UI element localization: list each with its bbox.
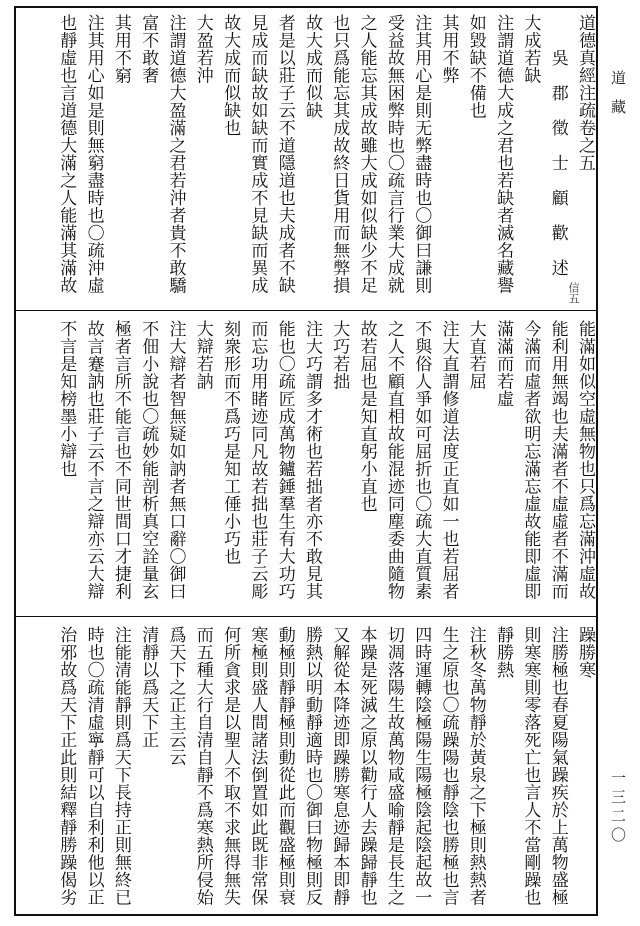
text-column: 故大成而似缺 [302,14,322,119]
text-column: 四時運轉陰極陽生陽極陰起陰起故一 [411,626,432,906]
text-column: 切凋落陽生故萬物咸盛喻靜是長生之 [383,626,404,906]
text-column: 者是以莊子云不道隱道也夫成者不缺 [274,14,295,294]
text-column: 注謂道德大盈滿之君若沖者貴不敢驕 [165,14,186,294]
text-column: 大辯若訥 [192,320,213,390]
text-column: 大盈若沖 [192,14,213,84]
text-column: 又解從本降迹即躁勝寒息迹歸本即靜 [329,626,350,906]
text-column: 注其用心是則无弊盡時也〇御曰謙則 [411,14,432,294]
text-column: 注能清能靜則爲天下長持正則無終已 [110,626,131,906]
leaf-label: 信五 [567,282,580,304]
text-column: 故若屈也是知直躬小直也 [356,320,377,513]
text-column: 其用不窮 [110,14,131,84]
text-column: 清靜以爲天下正 [138,626,159,749]
margin-title: 道藏 [609,70,627,128]
text-column: 大直若屈 [465,320,486,390]
text-column: 則寒寒則零落死亡也言人不當剛躁也 [520,626,541,906]
text-column: 何所貪求是以聖人不取不求無得無失 [220,626,241,906]
panel-divider [16,310,596,311]
text-column: 靜勝熱 [493,626,514,679]
text-column: 受益故無困弊時也〇疏言行業大成就 [383,14,404,294]
panel-divider [16,616,596,617]
text-column: 而忘功用睹迹同凡故若拙也莊子云彫 [247,320,268,600]
text-column: 時也〇疏清虛寧靜可以自利利他以正 [83,626,104,906]
text-column: 道德真經注疏卷之五 [575,14,595,172]
text-column: 滿滿而若虛 [493,320,514,408]
text-column: 不與俗人爭如可屈折也〇疏大直質素 [411,320,432,600]
text-column: 注大巧謂多才術也若拙者亦不敢見其 [302,320,322,600]
text-column: 大成若缺 [520,14,541,84]
text-column: 如毀缺不備也 [465,14,486,119]
text-column: 之人能忘其成故雖大成如似缺少不足 [356,14,377,294]
text-column: 見成而缺故如缺而實成不見缺而異成 [247,14,268,294]
text-column: 故大成而似缺也 [220,14,241,137]
text-column: 注秋冬萬物靜於黃泉之下極則熱熱者 [465,626,486,906]
text-column: 寒極則盛人間諸法倒置如此既非常保 [247,626,268,906]
text-column: 也只爲能忘其成故終日貨用而無弊損 [329,14,350,294]
text-column: 注勝極也春夏陽氣躁疾於上萬物盛極 [547,626,568,906]
text-column: 本躁是死滅之原以勸行人去躁歸靜也 [356,626,377,906]
text-column: 勝熱以明動靜適時也〇御曰物極則反 [302,626,322,906]
text-column: 注謂道德大成之君也若缺者滅名藏譽 [493,14,514,294]
text-column: 故言蹇訥也莊子云不言之辯亦云大辯 [83,320,104,600]
text-column: 不言是知榜墨小辯也 [56,320,77,478]
text-column: 富不敢奢 [138,14,159,84]
text-column: 吳 郡 徵 士 顧 歡 述 [547,14,568,277]
text-column: 躁勝寒 [575,626,595,679]
text-column: 能滿如似空虛無物也只爲忘滿沖虛故 [575,320,595,600]
text-column: 動極則靜靜極則動從此而觀盛極則衰 [274,626,295,906]
text-column: 也靜虛也言道德大滿之人能滿其滿故 [56,14,77,294]
text-column: 治邪故爲天下正此則結釋靜勝躁偈劣 [56,626,77,906]
text-column: 能也〇疏匠成萬物鑪錘羣生有大功巧 [274,320,295,600]
text-column: 而五種大行自清自靜不爲寒熱所侵始 [192,626,213,906]
text-column: 今滿而虛者欲明忘滿忘虛故能即虛即 [520,320,541,600]
text-column: 刻衆形而不爲巧是知工倕小巧也 [220,320,241,565]
text-column: 注大辯者智無疑如訥者無口辭〇御曰 [165,320,186,600]
text-column: 生之原也〇疏躁陽也靜陰也勝極也言 [438,626,459,906]
page-number: 一三二〇 [609,770,627,846]
text-column: 之人不顧直相故能混迹同塵委曲隨物 [383,320,404,600]
text-column: 注大直謂修道法度正直如一也若屈者 [438,320,459,600]
text-column: 注其用心如是則無窮盡時也〇疏沖虛 [83,14,104,294]
text-column: 爲天下之正主云云 [165,626,186,766]
text-column: 其用不弊 [438,14,459,84]
text-column: 大巧若拙 [329,320,350,390]
text-column: 能利用無竭也夫滿者不虛虛者不滿而 [547,320,568,600]
text-column: 極者言所不能言也不同世間口才捷利 [110,320,131,600]
text-column: 不佃小說也〇疏妙能剖析真空詮量玄 [138,320,159,600]
